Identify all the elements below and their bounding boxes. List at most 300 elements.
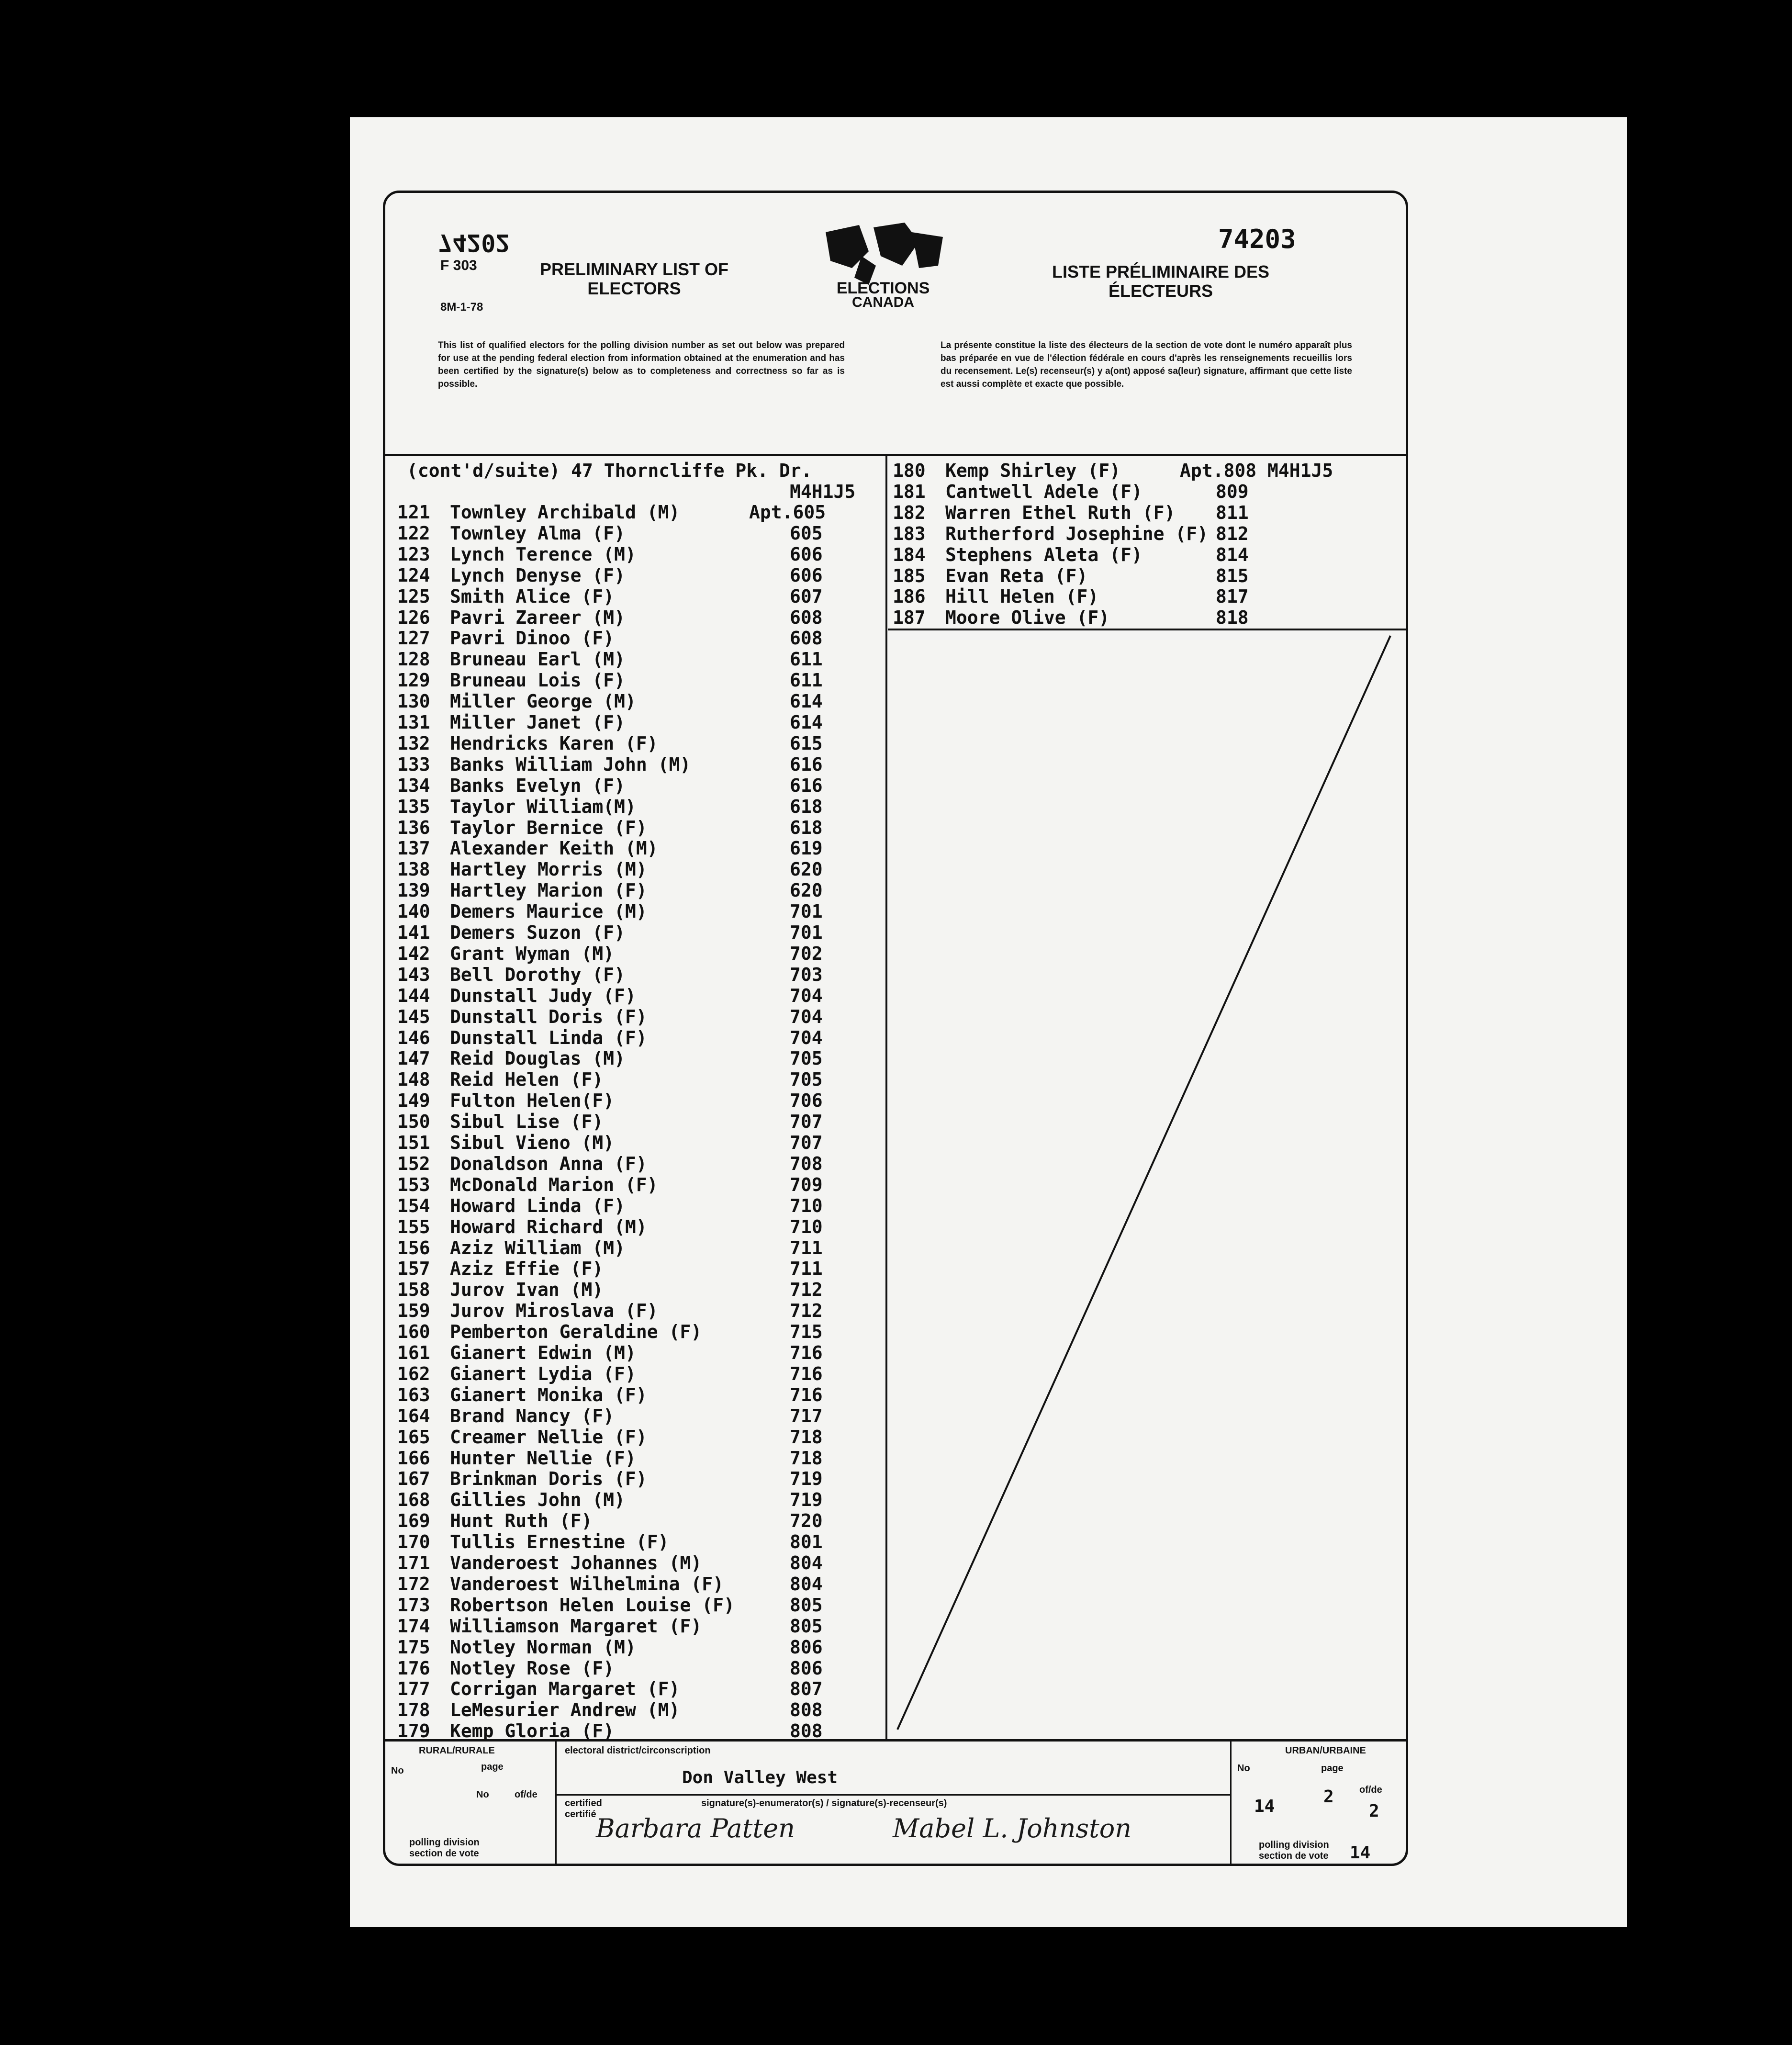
elector-number: 137: [397, 838, 430, 859]
elector-row: [397, 649, 625, 670]
elector-number: 152: [397, 1153, 430, 1174]
electors-list-form: [383, 191, 1408, 1866]
elector-apartment: 815: [1216, 565, 1249, 586]
elector-apartment: 618: [790, 796, 823, 817]
elector-apartment: 618: [790, 817, 823, 838]
elector-name: Townley Alma (F): [450, 522, 626, 544]
elector-row: [397, 985, 636, 1006]
elector-apartment: 716: [790, 1363, 823, 1384]
elector-apartment: 704: [790, 1027, 823, 1048]
elector-row: [397, 712, 625, 733]
elector-number: 160: [397, 1321, 430, 1343]
elector-name: Brand Nancy (F): [450, 1405, 615, 1427]
rural-page-label: page: [481, 1762, 504, 1772]
elector-row: [397, 1678, 680, 1699]
elector-name: Cantwell Adele (F): [945, 481, 1142, 502]
elector-number: 162: [397, 1363, 430, 1384]
elector-apartment: 720: [790, 1510, 823, 1532]
elector-apartment: 804: [790, 1552, 823, 1573]
elector-number: 164: [397, 1405, 430, 1427]
elector-name: Vanderoest Wilhelmina (F): [450, 1573, 724, 1595]
elector-apartment: 808: [790, 1720, 823, 1742]
elector-row: [397, 1111, 603, 1132]
elector-name: Rutherford Josephine (F): [945, 523, 1209, 544]
elector-apartment: 818: [1216, 607, 1249, 629]
elector-row: [397, 754, 691, 775]
elector-row: [397, 1321, 702, 1342]
rural-polling-label: polling division section de vote: [409, 1837, 480, 1859]
elector-apartment: 817: [1216, 586, 1249, 607]
elector-number: 181: [893, 481, 926, 502]
elector-row: [397, 859, 647, 880]
elector-row: [397, 1048, 625, 1069]
elector-number: 135: [397, 796, 430, 817]
form-footer: [385, 1739, 1406, 1866]
elector-row: [397, 1027, 647, 1048]
elector-apartment: 712: [790, 1300, 823, 1322]
elector-apartment: 718: [790, 1447, 823, 1469]
elector-apartment: 716: [790, 1384, 823, 1405]
elector-name: Pemberton Geraldine (F): [450, 1321, 702, 1343]
signature-enumerator-2: Mabel L. Johnston: [893, 1813, 1132, 1843]
elector-name: Gianert Lydia (F): [450, 1363, 636, 1384]
elector-apartment: 801: [790, 1531, 823, 1553]
elector-apartment: 614: [790, 691, 823, 712]
elector-number: 140: [397, 901, 430, 922]
elector-apartment: 812: [1216, 523, 1249, 544]
elector-number: 177: [397, 1678, 430, 1700]
elector-number: 150: [397, 1111, 430, 1133]
elector-apartment: 806: [790, 1657, 823, 1679]
elector-number: 148: [397, 1069, 430, 1090]
elector-number: 139: [397, 880, 430, 901]
elector-number: 172: [397, 1573, 430, 1595]
title-french: LISTE PRÉLIMINAIRE DES ÉLECTEURS: [1052, 262, 1270, 301]
elector-name: Creamer Nellie (F): [450, 1426, 647, 1448]
elector-name: Howard Richard (M): [450, 1216, 647, 1237]
elector-name: Taylor William(M): [450, 796, 636, 817]
elector-name: Warren Ethel Ruth (F): [945, 502, 1176, 523]
elector-number: 123: [397, 543, 430, 565]
elector-name: Howard Linda (F): [450, 1195, 626, 1216]
elector-number: 184: [893, 544, 926, 565]
elector-row: [397, 1427, 647, 1448]
elector-name: Kemp Gloria (F): [450, 1720, 615, 1742]
elector-apartment: 704: [790, 985, 823, 1006]
left-postal-code: M4H1J5: [790, 481, 856, 502]
page-of: 2: [1369, 1801, 1379, 1821]
column-divider: [885, 456, 887, 1739]
elector-apartment: 616: [790, 753, 823, 775]
elector-number: 168: [397, 1489, 430, 1511]
elector-name: Bell Dorothy (F): [450, 964, 626, 985]
elector-name: Evan Reta (F): [945, 565, 1088, 586]
elector-row: [397, 1237, 625, 1258]
elector-apartment: 707: [790, 1111, 823, 1133]
elector-name: Gianert Monika (F): [450, 1384, 647, 1405]
elector-row: [893, 586, 1098, 607]
elector-row: [397, 565, 625, 586]
elector-row: [397, 1595, 735, 1616]
elector-row: [397, 1489, 625, 1510]
elector-name: Hartley Marion (F): [450, 880, 647, 901]
logo-text-2: CANADA: [852, 294, 914, 309]
elector-number: 136: [397, 817, 430, 838]
elector-apartment: 611: [790, 670, 823, 691]
elector-row: [397, 1468, 647, 1489]
elector-row: [397, 1658, 614, 1679]
district-value: Don Valley West: [682, 1768, 838, 1787]
elector-row: [397, 544, 636, 565]
cancel-stroke: [888, 629, 1406, 1739]
elector-row: [397, 1510, 592, 1531]
elector-apartment: 611: [790, 649, 823, 670]
elector-name: Tullis Ernestine (F): [450, 1531, 669, 1553]
elector-row: [397, 1720, 614, 1742]
elector-name: Grant Wyman (M): [450, 943, 615, 964]
elector-name: Pavri Dinoo (F): [450, 628, 615, 649]
elector-number: 178: [397, 1699, 430, 1721]
elector-row: [397, 1363, 636, 1384]
elector-number: 153: [397, 1174, 430, 1195]
urban-page-label: page: [1321, 1763, 1344, 1774]
elector-row: [397, 1195, 625, 1216]
elector-number: 170: [397, 1531, 430, 1553]
elector-number: 179: [397, 1720, 430, 1742]
logo-text-1: ELECTIONS: [836, 279, 930, 297]
elector-row: [397, 586, 614, 607]
elector-number: 158: [397, 1279, 430, 1301]
elector-name: Gillies John (M): [450, 1489, 626, 1511]
elector-name: Demers Suzon (F): [450, 922, 626, 943]
serial-number: 74203: [1218, 224, 1296, 254]
elector-apartment: Apt.605: [749, 502, 826, 523]
elector-row: [397, 1216, 647, 1237]
urban-of-label: of/de: [1359, 1785, 1382, 1795]
elections-canada-logo: [816, 223, 950, 309]
elector-row: [397, 1090, 614, 1111]
elector-row: [397, 1279, 603, 1300]
elector-number: 122: [397, 522, 430, 544]
elector-name: Reid Douglas (M): [450, 1048, 626, 1069]
elector-apartment: 606: [790, 564, 823, 586]
elector-apartment: 719: [790, 1489, 823, 1511]
rural-no-label: No: [391, 1765, 404, 1776]
elector-apartment: 706: [790, 1090, 823, 1112]
elector-name: McDonald Marion (F): [450, 1174, 658, 1195]
elector-name: Bruneau Earl (M): [450, 649, 626, 670]
elector-row: [893, 460, 1120, 481]
elector-number: 130: [397, 691, 430, 712]
elector-row: [397, 838, 658, 859]
elector-row: [397, 1174, 658, 1195]
elector-name: Bruneau Lois (F): [450, 670, 626, 691]
district-label: electoral district/circonscription: [565, 1745, 711, 1756]
elector-apartment: 716: [790, 1342, 823, 1363]
elector-name: Williamson Margaret (F): [450, 1615, 702, 1637]
elector-number: 149: [397, 1090, 430, 1112]
elector-name: Miller George (M): [450, 691, 636, 712]
elector-apartment: 701: [790, 901, 823, 922]
elector-row: [397, 1258, 603, 1279]
elector-number: 186: [893, 586, 926, 607]
elector-number: 173: [397, 1594, 430, 1616]
signature-enumerator-1: Barbara Patten: [596, 1813, 795, 1843]
elector-number: 126: [397, 607, 430, 628]
signature-label: signature(s)-enumerator(s) / signature(s)-recenseur(s): [701, 1798, 947, 1809]
elector-number: 167: [397, 1468, 430, 1490]
elector-row: [397, 1342, 636, 1363]
elector-name: Moore Olive (F): [945, 607, 1110, 629]
elector-name: Kemp Shirley (F): [945, 460, 1121, 481]
elector-row: [397, 1132, 614, 1153]
elector-number: 155: [397, 1216, 430, 1237]
elector-number: 121: [397, 502, 430, 523]
elector-number: 174: [397, 1615, 430, 1637]
elector-apartment: 704: [790, 1006, 823, 1027]
elector-row: [893, 565, 1087, 586]
elector-apartment: 715: [790, 1321, 823, 1343]
elector-apartment: 607: [790, 585, 823, 607]
elector-number: 133: [397, 753, 430, 775]
elector-row: [893, 502, 1175, 523]
elector-name: Townley Archibald (M): [450, 502, 680, 523]
elector-row: [397, 1552, 702, 1573]
elector-name: Lynch Terence (M): [450, 543, 636, 565]
elector-number: 131: [397, 712, 430, 733]
elector-name: Taylor Bernice (F): [450, 817, 647, 838]
elector-number: 132: [397, 732, 430, 754]
rural-of-label: of/de: [515, 1789, 538, 1800]
elector-row: [397, 901, 647, 922]
elector-row: [397, 733, 658, 754]
elector-number: 161: [397, 1342, 430, 1363]
elector-number: 134: [397, 775, 430, 796]
elector-number: 154: [397, 1195, 430, 1216]
elector-row: [397, 1531, 669, 1552]
elector-apartment: 620: [790, 859, 823, 880]
elector-name: Pavri Zareer (M): [450, 607, 626, 628]
elector-apartment: 705: [790, 1048, 823, 1069]
elector-apartment: 711: [790, 1258, 823, 1280]
elector-name: Dunstall Linda (F): [450, 1027, 647, 1048]
elector-row: [397, 691, 636, 712]
elector-apartment: 615: [790, 732, 823, 754]
elector-number: 165: [397, 1426, 430, 1448]
elector-name: Jurov Ivan (M): [450, 1279, 604, 1301]
elector-name: LeMesurier Andrew (M): [450, 1699, 680, 1721]
elector-apartment: 605: [790, 522, 823, 544]
elector-apartment: 701: [790, 922, 823, 943]
elector-apartment: 606: [790, 543, 823, 565]
elector-number: 129: [397, 670, 430, 691]
form-number: F 303: [440, 258, 477, 273]
elector-name: Hunt Ruth (F): [450, 1510, 593, 1532]
polling-division-value: 14: [1350, 1843, 1371, 1863]
elector-row: [397, 1006, 647, 1027]
page-number: 2: [1323, 1787, 1334, 1807]
elector-number: 185: [893, 565, 926, 586]
elector-number: 124: [397, 564, 430, 586]
elector-apartment: 719: [790, 1468, 823, 1490]
elector-apartment: 619: [790, 838, 823, 859]
elector-number: 141: [397, 922, 430, 943]
elector-apartment: 814: [1216, 544, 1249, 565]
elector-row: [397, 523, 625, 544]
elector-number: 169: [397, 1510, 430, 1532]
rural-label: RURAL/RURALE: [419, 1745, 495, 1756]
note-french: La présente constitue la liste des électeurs de la section de vote dont le numéro apparaît plus bas préparée en vue de l'élection fédérale en cours d'après les renseignements recueillis lors du recensement. Le(s) recenseur(s) y a(ont) apposé sa(leur) signature, affirmant que cette liste est aussi complète et exacte que possible.: [941, 340, 1352, 389]
elector-row: [893, 544, 1142, 565]
elector-name: Notley Norman (M): [450, 1636, 636, 1658]
elector-apartment: 809: [1216, 481, 1249, 502]
elector-apartment: 702: [790, 943, 823, 964]
elector-number: 151: [397, 1132, 430, 1153]
elector-number: 144: [397, 985, 430, 1006]
elector-row: [397, 628, 614, 649]
elector-name: Lynch Denyse (F): [450, 564, 626, 586]
elector-apartment: 710: [790, 1216, 823, 1237]
elector-name: Notley Rose (F): [450, 1657, 615, 1679]
elector-apartment: 703: [790, 964, 823, 985]
elector-name: Vanderoest Johannes (M): [450, 1552, 702, 1573]
elector-apartment: 608: [790, 628, 823, 649]
note-english: This list of qualified electors for the polling division number as set out below was prepared for use at the pending federal election from information obtained at the enumeration and has been certified by the signature(s) below as to completeness and correctness so far as is possible.: [438, 340, 845, 389]
form-header: [385, 193, 1406, 456]
district-rule: [555, 1794, 1230, 1796]
elector-apartment: 718: [790, 1426, 823, 1448]
elector-name: Donaldson Anna (F): [450, 1153, 647, 1174]
elector-name: Hunter Nellie (F): [450, 1447, 636, 1469]
elector-name: Robertson Helen Louise (F): [450, 1594, 735, 1616]
elector-name: Aziz Effie (F): [450, 1258, 604, 1280]
elector-number: 182: [893, 502, 926, 523]
elector-name: Brinkman Doris (F): [450, 1468, 647, 1490]
form-date: 8M-1-78: [440, 301, 483, 314]
elector-name: Dunstall Judy (F): [450, 985, 636, 1006]
elector-number: 175: [397, 1636, 430, 1658]
elector-number: 163: [397, 1384, 430, 1405]
elector-apartment: 710: [790, 1195, 823, 1216]
elector-row: [397, 1573, 724, 1595]
electors-columns: [385, 456, 1406, 1742]
elector-row: [397, 943, 614, 964]
elector-name: Hendricks Karen (F): [450, 732, 658, 754]
certified-label: certified certifié: [565, 1798, 602, 1820]
elector-apartment: 804: [790, 1573, 823, 1595]
elector-number: 127: [397, 628, 430, 649]
elector-name: Sibul Lise (F): [450, 1111, 604, 1133]
elector-row: [397, 502, 680, 523]
elector-name: Miller Janet (F): [450, 712, 626, 733]
elector-apartment: 805: [790, 1615, 823, 1637]
elector-row: [397, 607, 625, 628]
elector-row: [397, 670, 625, 691]
elector-apartment: 808: [790, 1699, 823, 1721]
elector-name: Dunstall Doris (F): [450, 1006, 647, 1027]
elector-name: Gianert Edwin (M): [450, 1342, 636, 1363]
elector-apartment: 807: [790, 1678, 823, 1700]
urban-no-value: 14: [1254, 1797, 1275, 1816]
elector-row: [397, 775, 625, 796]
elector-apartment: 709: [790, 1174, 823, 1195]
elector-number: 180: [893, 460, 926, 481]
elector-number: 125: [397, 585, 430, 607]
elector-number: 128: [397, 649, 430, 670]
elector-apartment: 616: [790, 775, 823, 796]
elector-name: Fulton Helen(F): [450, 1090, 615, 1112]
elector-number: 138: [397, 859, 430, 880]
elector-row: [397, 1448, 636, 1469]
elector-number: 157: [397, 1258, 430, 1280]
elector-number: 176: [397, 1657, 430, 1679]
urban-polling-label: polling division section de vote: [1259, 1840, 1329, 1861]
elector-apartment: 620: [790, 880, 823, 901]
elector-row: [397, 1637, 636, 1658]
elector-name: Corrigan Margaret (F): [450, 1678, 680, 1700]
elector-name: Smith Alice (F): [450, 585, 615, 607]
elector-apartment: 806: [790, 1636, 823, 1658]
elector-name: Aziz William (M): [450, 1237, 626, 1258]
elector-apartment: 717: [790, 1405, 823, 1427]
elector-number: 143: [397, 964, 430, 985]
serial-mirrored: 74202: [438, 229, 510, 257]
elector-number: 159: [397, 1300, 430, 1322]
urban-no-label: No: [1237, 1763, 1250, 1774]
elector-row: [397, 1300, 658, 1321]
elector-name: Stephens Aleta (F): [945, 544, 1142, 565]
elector-name: Alexander Keith (M): [450, 838, 658, 859]
elector-row: [397, 1405, 614, 1427]
elector-name: Banks William John (M): [450, 753, 691, 775]
elector-number: 142: [397, 943, 430, 964]
elector-apartment: 805: [790, 1594, 823, 1616]
elector-number: 187: [893, 607, 926, 629]
elector-apartment: 711: [790, 1237, 823, 1258]
elector-apartment: 608: [790, 607, 823, 628]
elector-apartment: 707: [790, 1132, 823, 1153]
elector-row: [397, 922, 625, 943]
elector-number: 183: [893, 523, 926, 544]
elector-apartment: 811: [1216, 502, 1249, 523]
urban-label: URBAN/URBAINE: [1285, 1745, 1366, 1756]
elector-row: [397, 1616, 702, 1637]
left-heading: (cont'd/suite) 47 Thorncliffe Pk. Dr.: [407, 460, 812, 481]
elector-apartment: 708: [790, 1153, 823, 1174]
elector-number: 145: [397, 1006, 430, 1027]
title-english: PRELIMINARY LIST OF ELECTORS: [539, 259, 728, 298]
elector-name: Hill Helen (F): [945, 586, 1099, 607]
elector-row: [893, 523, 1208, 544]
elector-row: [397, 964, 625, 985]
elector-row: [397, 796, 636, 817]
elector-row: [397, 817, 647, 838]
elector-row: [397, 1153, 647, 1174]
elector-row: [397, 1069, 603, 1090]
elector-apartment: 614: [790, 712, 823, 733]
elector-name: Jurov Miroslava (F): [450, 1300, 658, 1322]
elector-row: [397, 880, 647, 901]
elector-apartment: 705: [790, 1069, 823, 1090]
elector-number: 156: [397, 1237, 430, 1258]
elector-row: [893, 481, 1142, 502]
elector-apartment: 712: [790, 1279, 823, 1301]
rural-no-label-2: No: [476, 1789, 489, 1800]
elector-name: Demers Maurice (M): [450, 901, 647, 922]
elector-name: Sibul Vieno (M): [450, 1132, 615, 1153]
elector-name: Banks Evelyn (F): [450, 775, 626, 796]
elector-number: 146: [397, 1027, 430, 1048]
